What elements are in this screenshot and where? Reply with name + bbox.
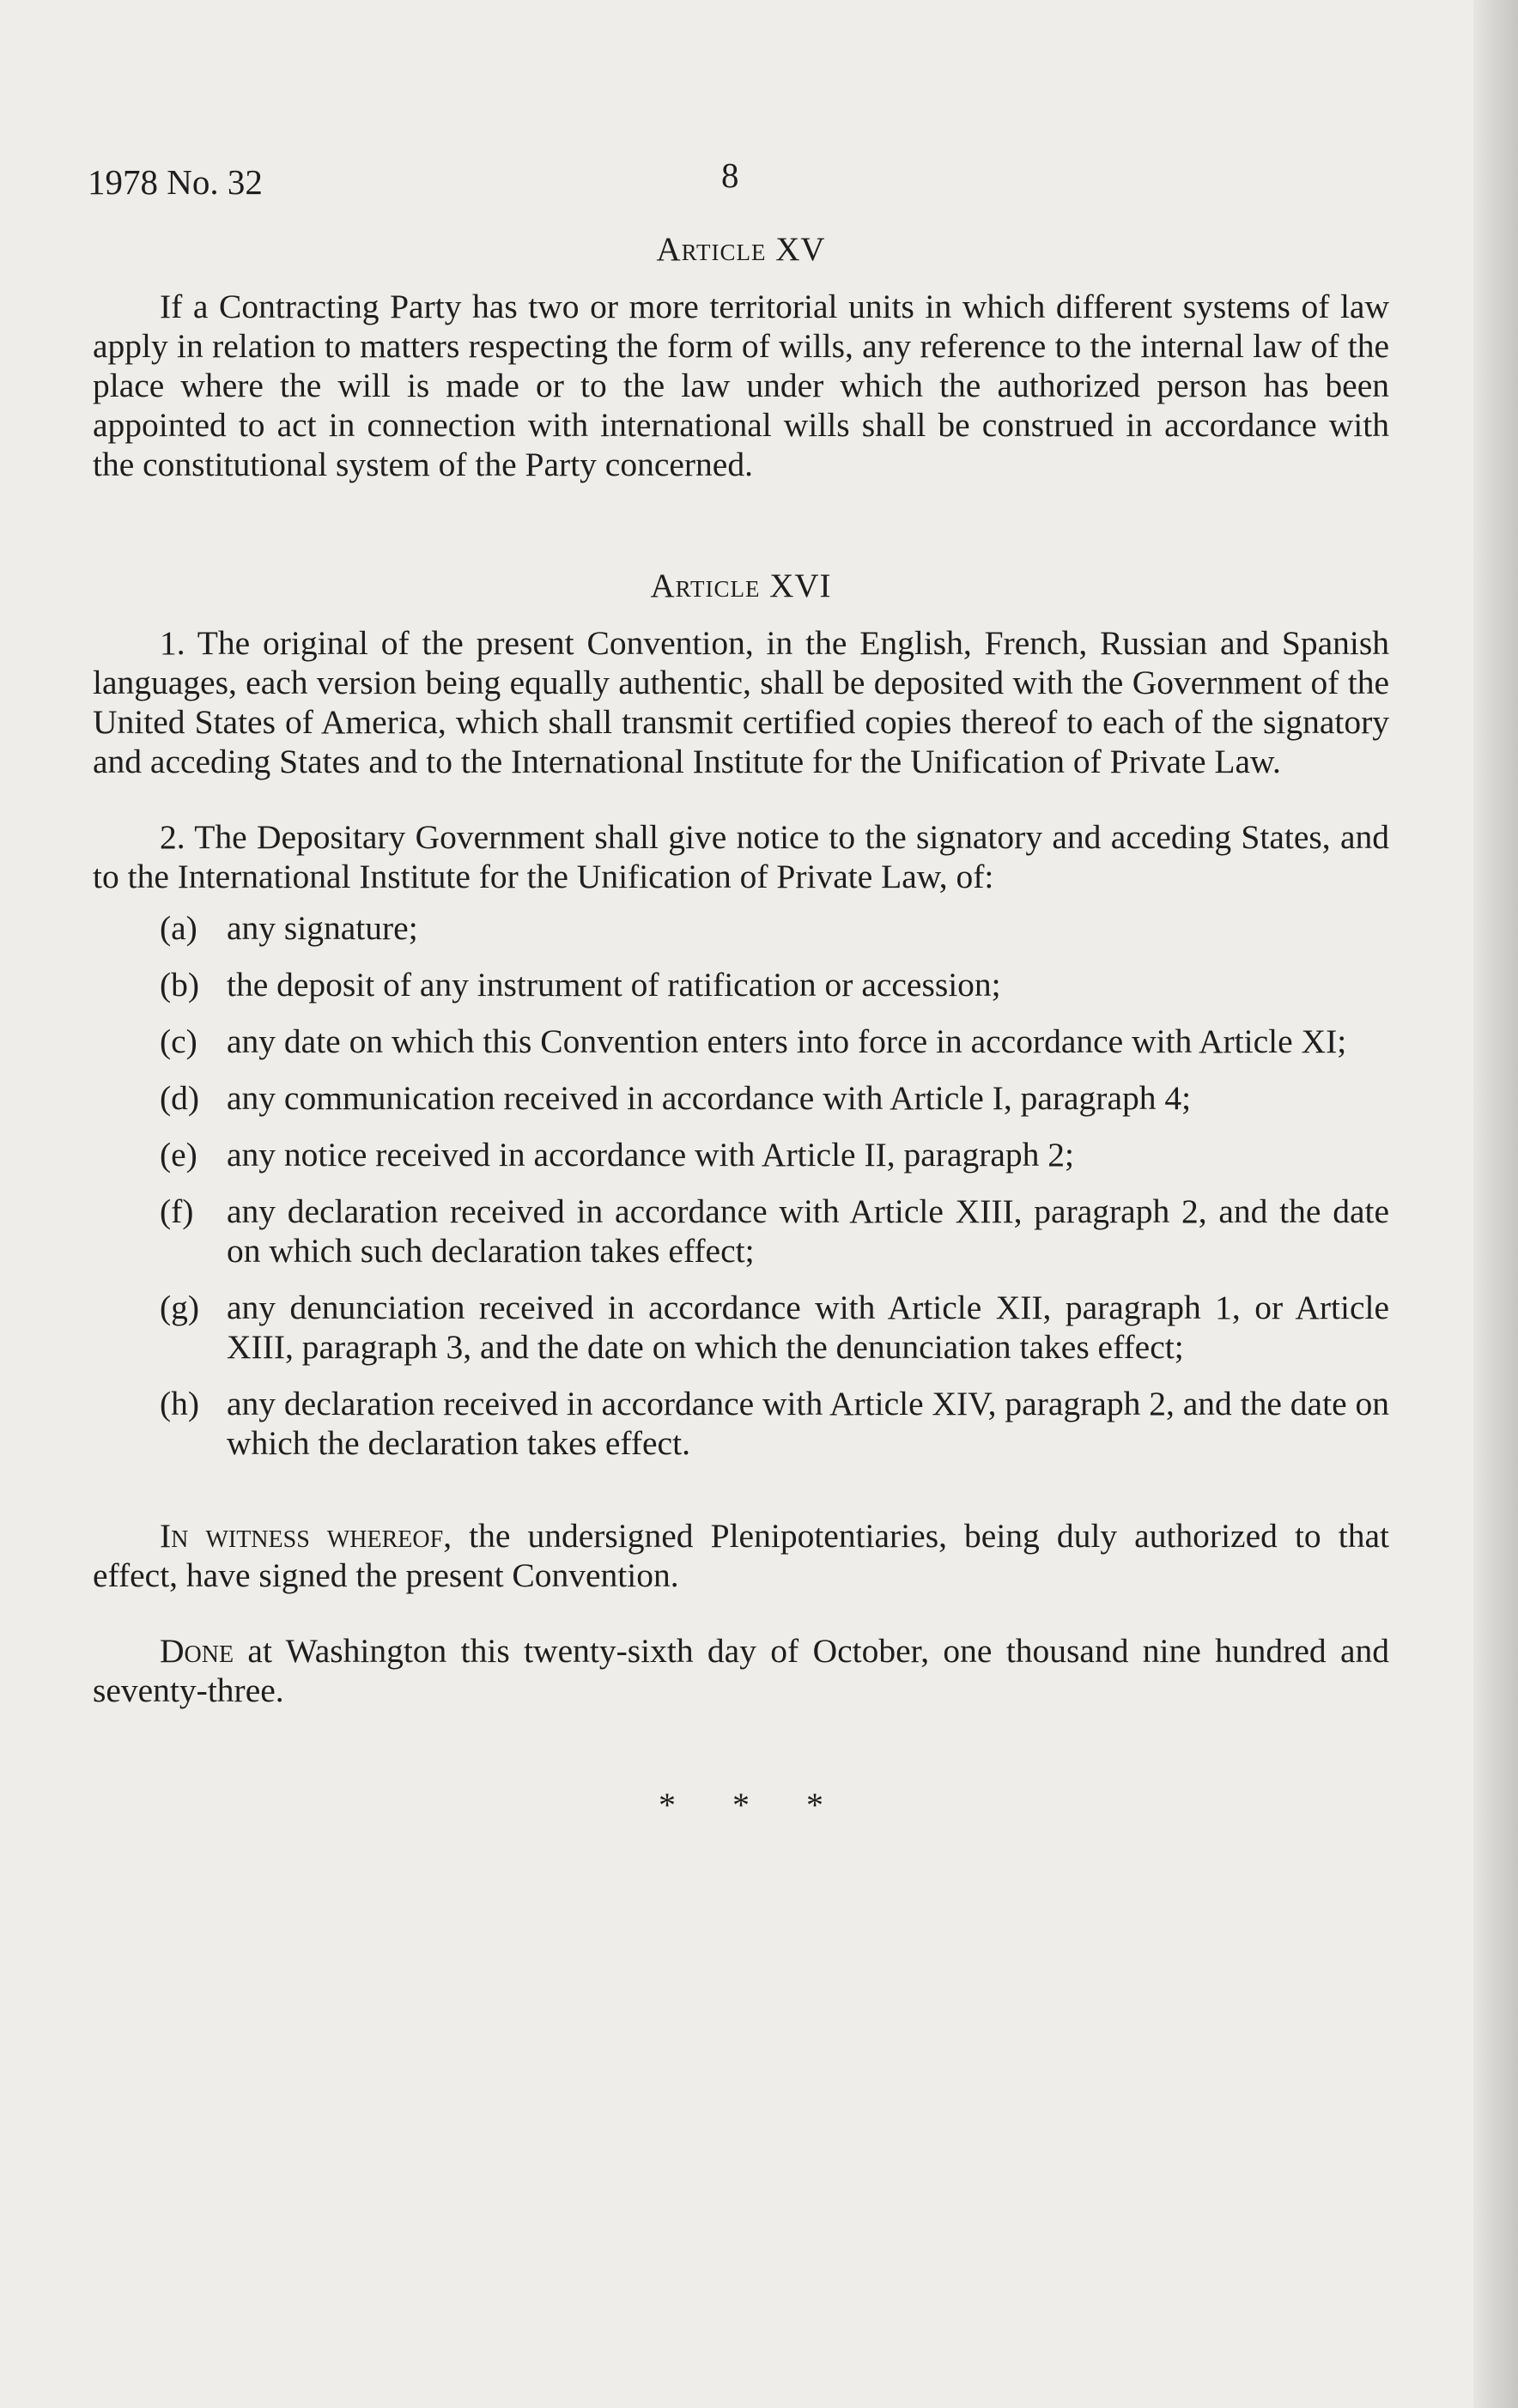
list-text: any declaration received in accordance with Article XIV, paragraph 2, and the date on which the declaration takes effect.	[227, 1385, 1389, 1462]
article-xvi-heading: Article XVI	[650, 567, 832, 604]
list-item	[93, 1135, 1389, 1174]
list-text: any notice received in accordance with Article II, paragraph 2;	[227, 1136, 1075, 1174]
list-item	[93, 1078, 1389, 1118]
page-gutter-shadow	[1473, 0, 1518, 2408]
list-marker: (c)	[160, 1022, 197, 1060]
list-text: any signature;	[227, 909, 418, 947]
list-marker: (h)	[160, 1385, 200, 1422]
list-item	[93, 1288, 1389, 1367]
notice-list	[93, 908, 1389, 1463]
list-text: any denunciation received in accordance with Article XII, paragraph 1, or Article XIII, paragraph 3, and the date on which the denunciation takes effect;	[227, 1289, 1389, 1366]
section-separator: * * *	[659, 1786, 847, 1824]
list-marker: (b)	[160, 966, 200, 1004]
list-marker: (g)	[160, 1289, 200, 1326]
done-text: at Washington this twenty-sixth day of October, one thousand nine hundred and seventy-three.	[93, 1632, 1389, 1709]
witness-clause	[93, 1516, 1389, 1595]
list-text: any declaration received in accordance with Article XIII, paragraph 2, and the date on which such declaration takes effect;	[227, 1192, 1389, 1270]
witness-lead: In witness whereof	[160, 1517, 444, 1555]
list-marker: (a)	[160, 909, 197, 947]
list-marker: (f)	[160, 1192, 194, 1230]
article-xv-text: If a Contracting Party has two or more territorial units in which different systems of law apply in relation to matters respecting the form of wills, any reference to the internal law of the place where the will is made or to the law under which the authorized person has been appointed to act in connection with international wills shall be construed in accordance with the constitutional system of the Party concerned.	[93, 288, 1389, 483]
done-lead: Done	[160, 1632, 234, 1670]
witness-text: , the undersigned Plenipotentiaries, being duly authorized to that effect, have signed the present Convention.	[93, 1517, 1389, 1594]
list-text: the deposit of any instrument of ratification or accession;	[227, 966, 1001, 1004]
list-marker: (e)	[160, 1136, 197, 1174]
article-xvi-para-1: 1. The original of the present Convention, in the English, French, Russian and Spanish languages, each version being equally authentic, shall be deposited with the Government of the United States of America, which shall transmit certified copies thereof to each of the signatory and acceding States and to the International Institute for the Unification of Private Law.	[93, 624, 1389, 780]
list-item	[93, 1192, 1389, 1271]
article-xv-heading: Article XV	[656, 231, 826, 268]
list-text: any date on which this Convention enters into force in accordance with Article XI;	[227, 1022, 1347, 1060]
list-item	[93, 1022, 1389, 1061]
header-year-number: 1978 No. 32	[88, 162, 263, 202]
page-number: 8	[721, 155, 739, 195]
list-item	[93, 965, 1389, 1004]
list-item	[93, 908, 1389, 948]
done-clause	[93, 1631, 1389, 1710]
list-marker: (d)	[160, 1079, 200, 1117]
article-xvi-para-2: 2. The Depositary Government shall give notice to the signatory and acceding States, and to the International Institute for the Unification of Private Law, of:	[93, 818, 1389, 895]
document-body	[93, 230, 1389, 1825]
list-item	[93, 1384, 1389, 1463]
list-text: any communication received in accordance with Article I, paragraph 4;	[227, 1079, 1192, 1117]
